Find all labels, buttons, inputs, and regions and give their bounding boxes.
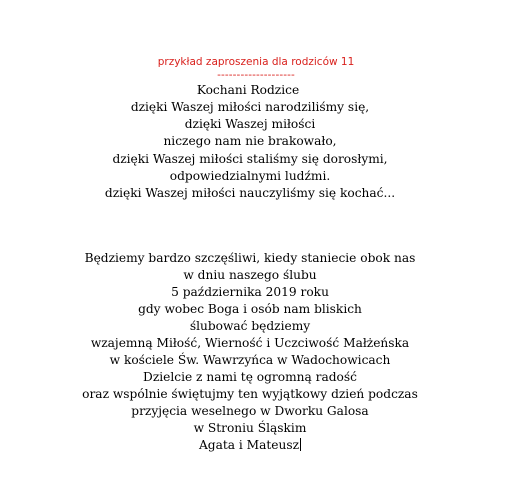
invitation-line: w kościele Św. Wawrzyńca w Wadochowicach [109, 353, 391, 367]
verse-line: dzięki Waszej miłości [184, 117, 316, 131]
signature-line[interactable] [0, 437, 500, 453]
invitation-line: przyjęcia weselnego w Dworku Galosa [131, 404, 369, 418]
invitation-line: wzajemną Miłość, Wierność i Uczciwość Małżeńska [90, 336, 410, 350]
verse-line: dzięki Waszej miłości nauczyliśmy się kochać... [104, 186, 396, 200]
verse-line: Kochani Rodzice [196, 83, 300, 97]
signature-text: Agata i Mateusz [198, 438, 300, 452]
verse-line: niczego nam nie brakowało, [163, 134, 337, 148]
invitation-line: Dzielcie z nami tę ogromną radość [143, 370, 357, 384]
invitation-line: w dniu naszego ślubu [183, 268, 317, 282]
verse-line: dzięki Waszej miłości narodziliśmy się, [130, 100, 370, 114]
verse-line: odpowiedzialnymi ludźmi. [169, 169, 331, 183]
text-cursor [300, 438, 301, 451]
invitation-line: 5 października 2019 roku [171, 285, 329, 299]
document-title: przykład zaproszenia dla rodziców 11 [157, 56, 355, 68]
invitation-line: w Stroniu Śląskim [193, 421, 307, 435]
invitation-line: oraz wspólnie świętujmy ten wyjątkowy dzień podczas [82, 387, 418, 401]
invitation-line: gdy wobec Boga i osób nam bliskich [138, 302, 362, 316]
title-separator: -------------------- [217, 69, 295, 81]
invitation-line: ślubować będziemy [189, 319, 311, 333]
verse-line: dzięki Waszej miłości staliśmy się dorosłymi, [112, 152, 388, 166]
invitation-line: Będziemy bardzo szczęśliwi, kiedy staniecie obok nas [84, 251, 416, 265]
